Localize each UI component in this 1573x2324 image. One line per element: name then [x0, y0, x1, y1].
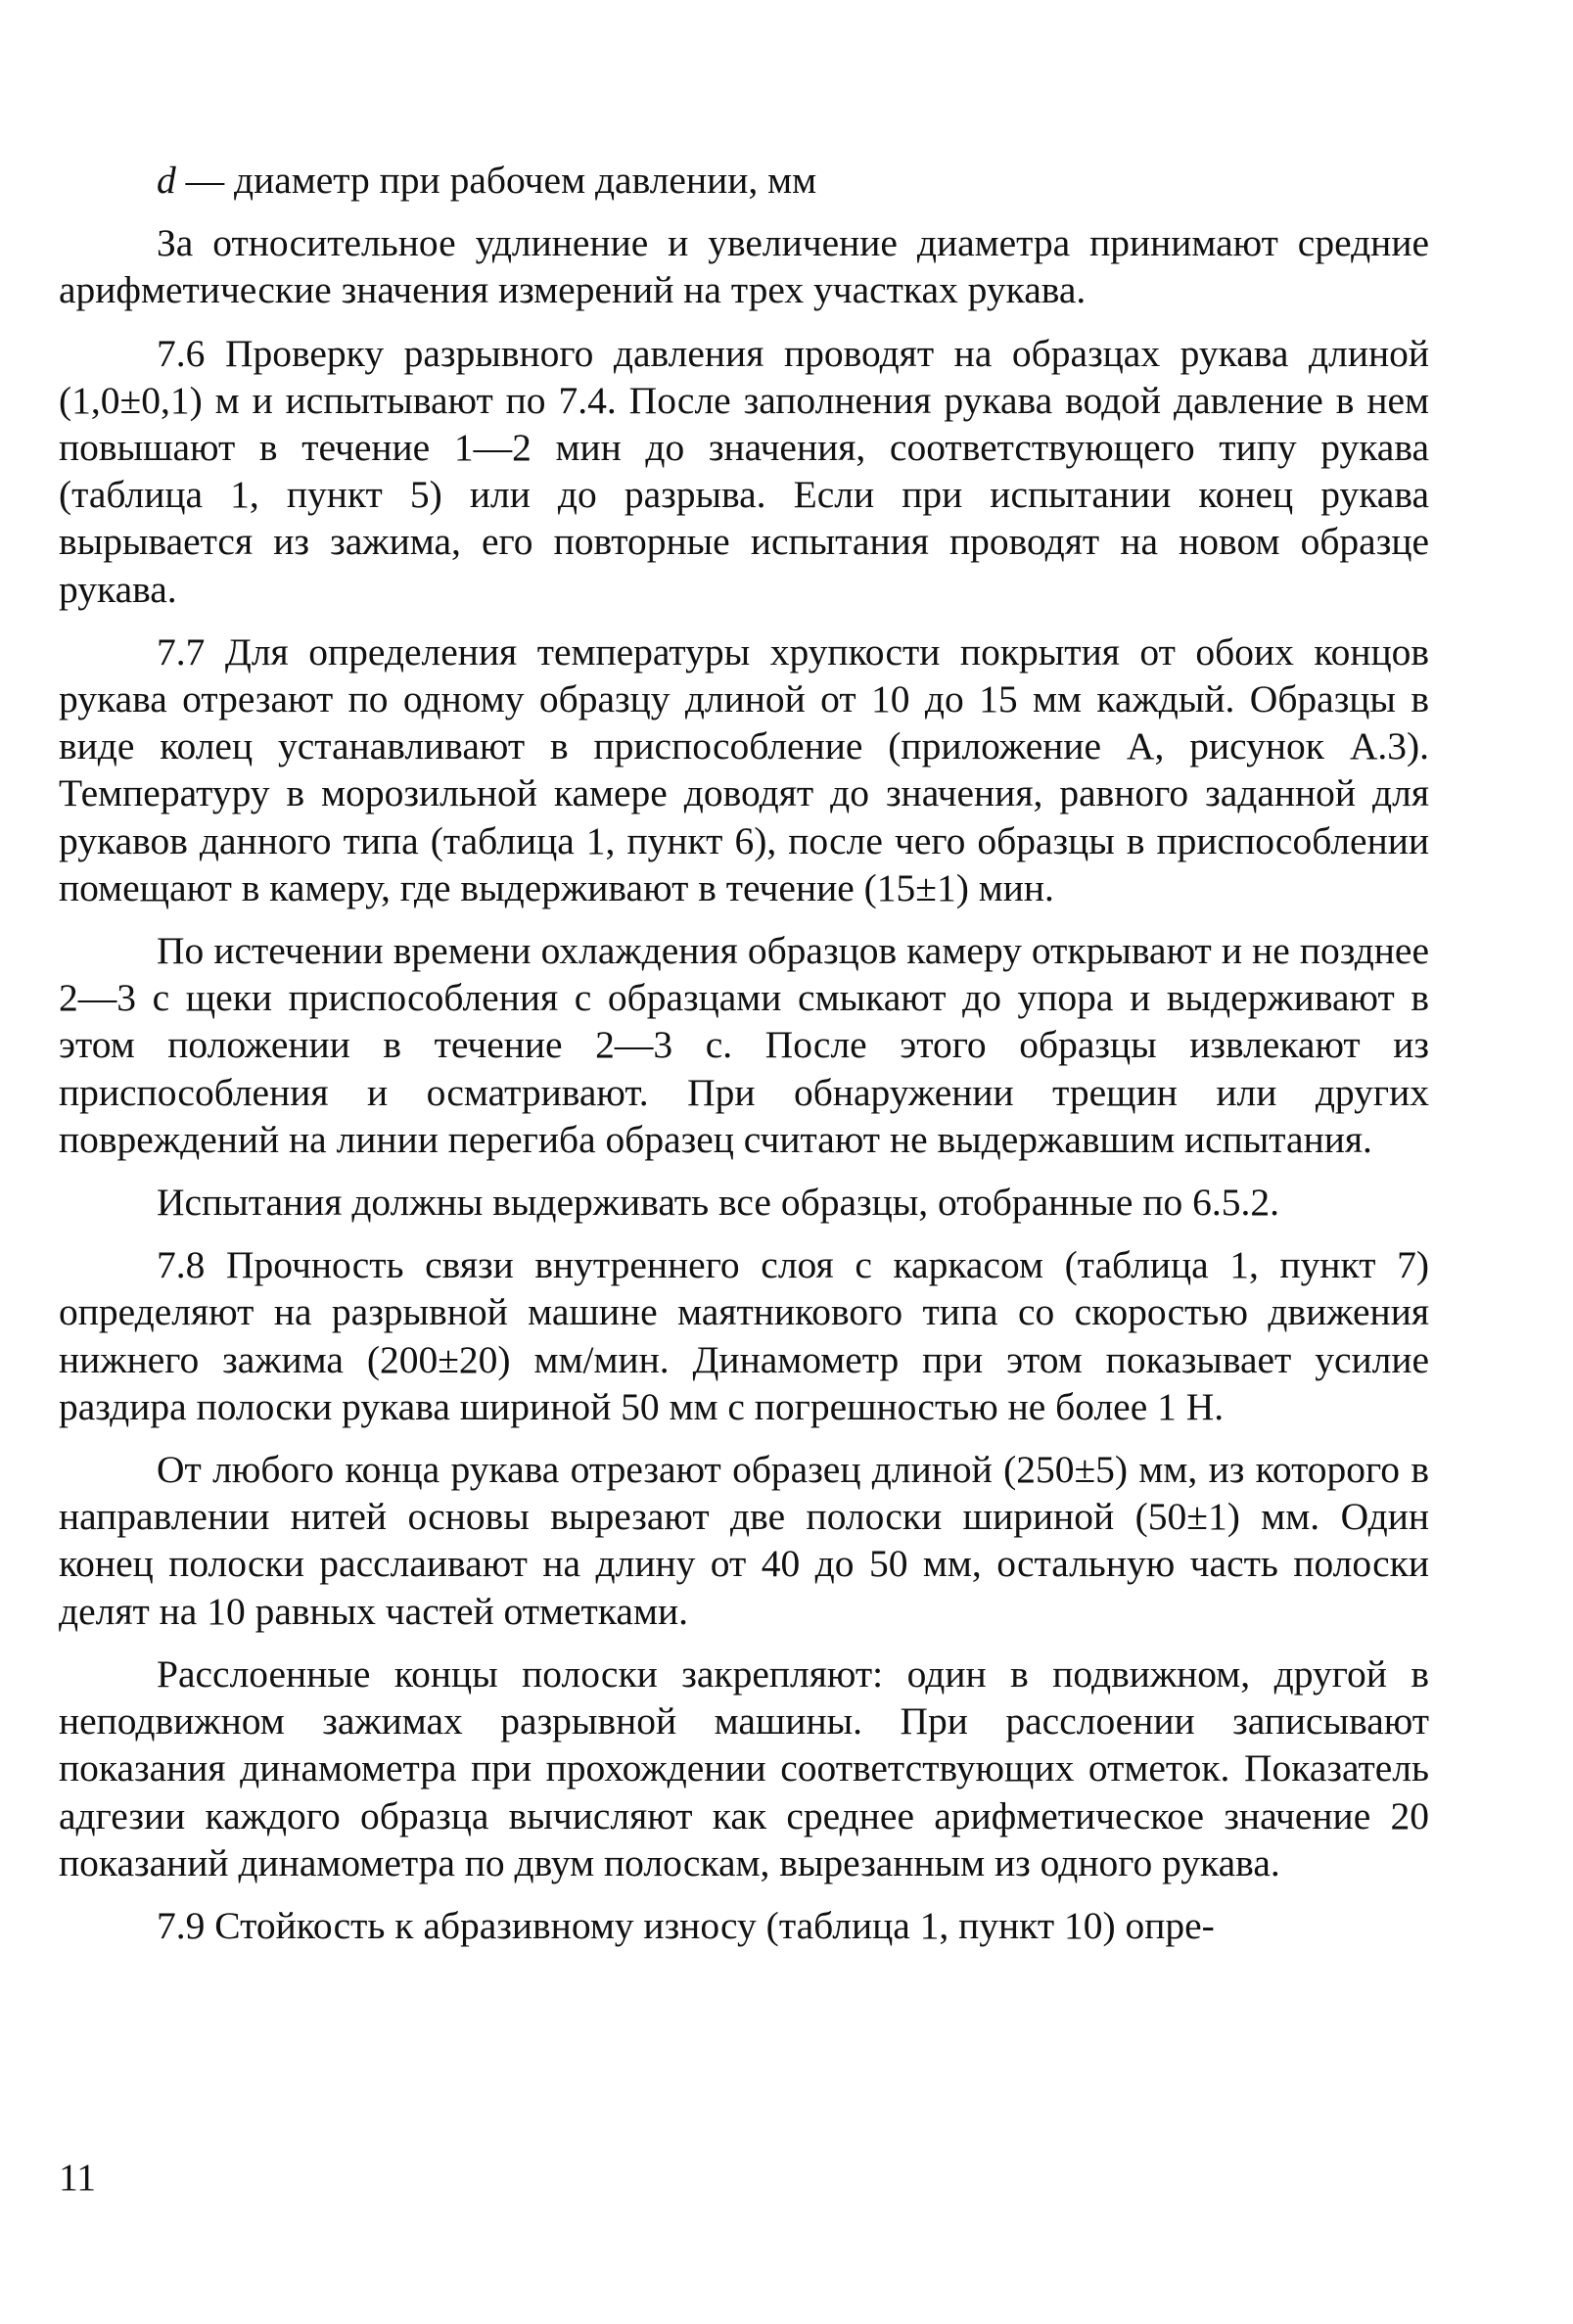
paragraph-elongation-average: За относительное удлинение и увеличение диаметра принимают средние арифметические значения измерений на трех участках рукава. [59, 221, 1429, 312]
paragraph-7-9-abrasion: 7.9 Стойкость к абразивному износу (таблица 1, пункт 10) опре- [157, 1903, 1215, 1947]
variable-d: d [157, 159, 176, 202]
body-text [59, 157, 1429, 1949]
page-number: 11 [59, 2156, 97, 2199]
paragraph-sample-cutting: От любого конца рукава отрезают образец длиной (250±5) мм, из которого в направлении нитей основы вырезают две полоски шириной (50±1) мм. Один конец полоски расслаивают на длину от 40 до 50 мм, остальную часть полоски делят на 10 равных частей отметками. [59, 1448, 1429, 1633]
paragraph-text: — диаметр при рабочем давлении, мм [175, 159, 817, 202]
paragraph-delaminated-ends: Расслоенные концы полоски закрепляют: один в подвижном, другой в неподвижном зажимах разрывной машины. При расслоении записывают показания динамометра при прохождении соответствующих отметок. Показатель адгезии каждого образца вычисляют как среднее арифметическое значение 20 показаний динамометра по двум полоскам, вырезанным из одного рукава. [59, 1651, 1429, 1884]
paragraph-all-samples: Испытания должны выдерживать все образцы, отобранные по 6.5.2. [157, 1181, 1279, 1225]
paragraph-diameter-definition [59, 157, 1429, 204]
paragraph-7-7-brittleness: 7.7 Для определения температуры хрупкости покрытия от обоих концов рукава отрезают по одному образцу длиной от 10 до 15 мм каждый. Образцы в виде колец устанавливают в приспособление (приложение А, рисунок А.3). Температуру в морозильной камере доводят до значения, равного заданной для рукавов данного типа (таблица 1, пункт 6), после чего образцы в приспособлении помещают в камеру, где выдерживают в течение (15±1) мин. [59, 629, 1429, 909]
paragraph-7-6-burst-pressure: 7.6 Проверку разрывного давления проводят на образцах рукава длиной (1,0±0,1) м и испытывают по 7.4. После заполнения рукава водой давление в нем повышают в течение 1—2 мин до значения, соответствующего типу рукава (таблица 1, пункт 5) или до разрыва. Если при испытании конец рукава вырывается из зажима, его повторные испытания проводят на новом образце рукава. [59, 331, 1429, 611]
paragraph-7-8-bond-strength: 7.8 Прочность связи внутреннего слоя с каркасом (таблица 1, пункт 7) определяют на разрывной машине маятникового типа со скоростью движения нижнего зажима (200±20) мм/мин. Динамометр при этом показывает усилие раздира полоски рукава шириной 50 мм с погрешностью не более 1 Н. [59, 1243, 1429, 1428]
paragraph-cooling-procedure: По истечении времени охлаждения образцов камеру открывают и не позднее 2—3 с щеки приспособления с образцами смыкают до упора и выдерживают в этом положении в течение 2—3 с. После этого образцы извлекают из приспособления и осматривают. При обнаружении трещин или других повреждений на линии перегиба образец считают не выдержавшим испытания. [59, 929, 1429, 1161]
